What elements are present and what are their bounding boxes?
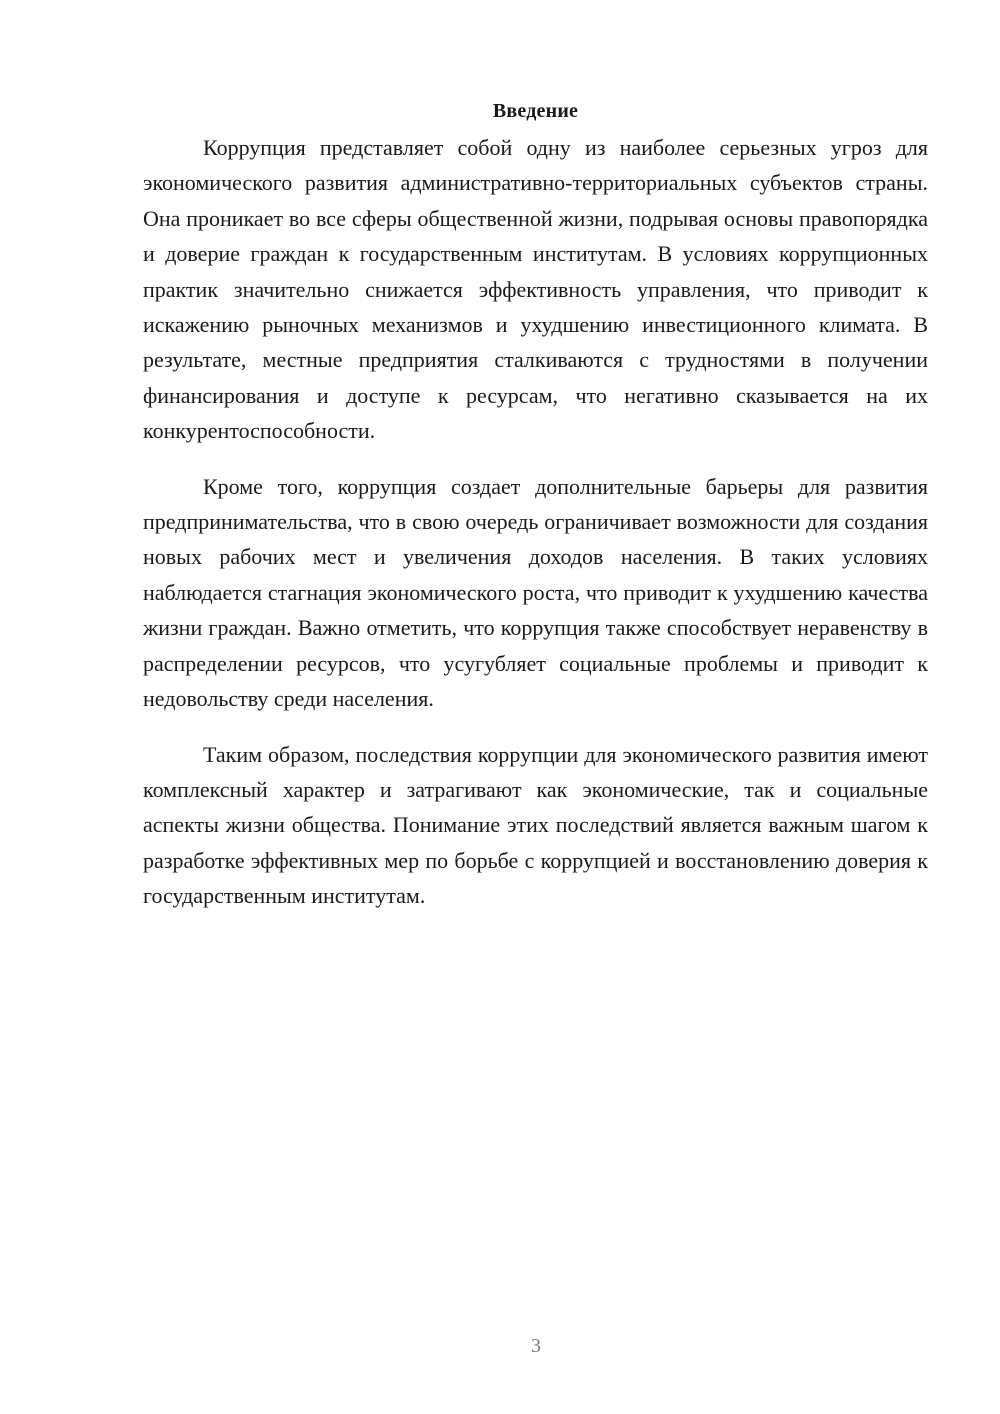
section-heading: Введение [492,100,579,122]
paragraph-2: Кроме того, коррупция создает дополнительные барьеры для развития предпринимательства, что в свою очередь ограничивает возможности для создания новых рабочих мест и увеличения доходов населения. В таких условиях наблюдается стагнация экономического роста, что приводит к ухудшению качества жизни граждан. Важно отметить, что коррупция также способствует неравенству в распределении ресурсов, что усугубляет социальные проблемы и приводит к недовольству среди населения. [143,473,928,712]
page-content [143,96,928,934]
paragraph-1: Коррупция представляет собой одну из наиболее серьезных угроз для экономического развития административно-территориальных субъектов страны. Она проникает во все сферы общественной жизни, подрывая основы правопорядка и доверие граждан к государственным институтам. В условиях коррупционных практик значительно снижается эффективность управления, что приводит к искажению рыночных механизмов и ухудшению инвестиционного климата. В результате, местные предприятия сталкиваются с трудностями в получении финансирования и доступе к ресурсам, что негативно сказывается на их конкурентоспособности. [143,135,928,444]
page-number: 3 [531,1335,541,1357]
paragraph-3: Таким образом, последствия коррупции для экономического развития имеют комплексный характер и затрагивают как экономические, так и социальные аспекты жизни общества. Понимание этих последствий является важным шагом к разработке эффективных мер по борьбе с коррупцией и восстановлению доверия к государственным институтам. [143,741,928,909]
